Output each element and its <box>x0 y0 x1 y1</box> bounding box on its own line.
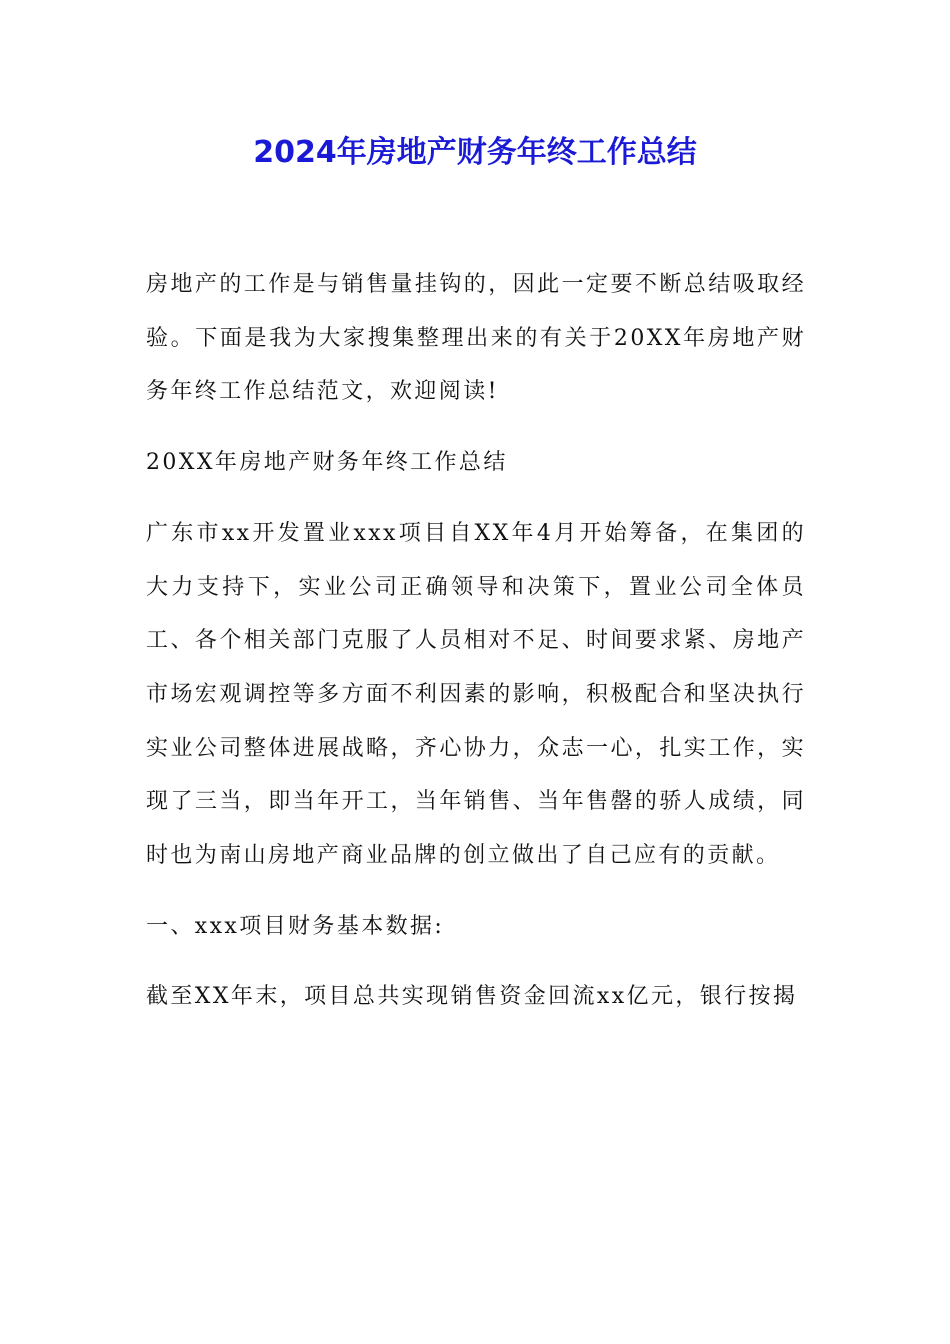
subsection-heading: 一、xxx项目财务基本数据: <box>146 913 445 939</box>
document-body <box>146 258 806 1041</box>
intro-paragraph: 房地产的工作是与销售量挂钩的，因此一定要不断总结吸取经验。下面是我为大家搜集整理出来的有关于20XX年房地产财务年终工作总结范文，欢迎阅读! <box>146 272 806 405</box>
section-heading: 20XX年房地产财务年终工作总结 <box>146 450 508 476</box>
body-paragraph-continued: 截至XX年末，项目总共实现销售资金回流xx亿元，银行按揭 <box>146 984 798 1010</box>
body-paragraph: 广东市xx开发置业xxx项目自XX年4月开始筹备，在集团的大力支持下，实业公司正确领导和决策下，置业公司全体员工、各个相关部门克服了人员相对不足、时间要求紧、房地产市场宏观调控等多方面不利因素的影响，积极配合和坚决执行实业公司整体进展战略，齐心协力，众志一心，扎实工作，实现了三当，即当年开工，当年销售、当年售罄的骄人成绩，同时也为南山房地产商业品牌的创立做出了自己应有的贡献。 <box>146 520 806 869</box>
document-title: 2024年房地产财务年终工作总结 <box>253 135 697 170</box>
